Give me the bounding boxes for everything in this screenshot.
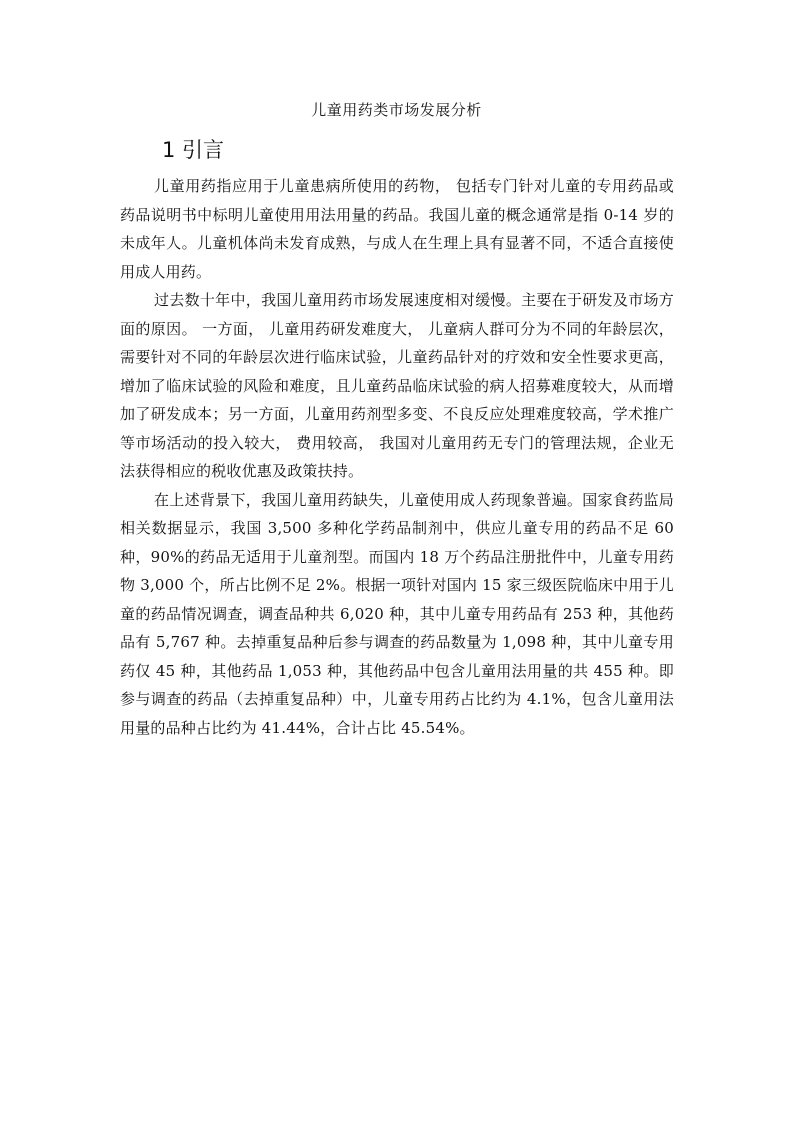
document-title: 儿童用药类市场发展分析 — [311, 101, 482, 119]
section-heading: 1 引言 — [162, 138, 225, 162]
paragraph-definition: 儿童用药指应用于儿童患病所使用的药物， 包括专门针对儿童的专用药品或药品说明书中标明儿童使用用法用量的药品。我国儿童的概念通常是指 0-14 岁的未成年人。儿童机体尚未发育成熟，与成人在生理上具有显著不同，不适合直接使用成人用药。 — [120, 177, 674, 281]
paragraph-current-situation: 在上述背景下，我国儿童用药缺失，儿童使用成人药现象普遍。国家食药监局相关数据显示，我国 3,500 多种化学药品制剂中，供应儿童专用的药品不足 60 种，90%的药品无适用于儿童剂型。而国内 18 万个药品注册批件中，儿童专用药物 3,000 个，所占比例不足 2%。根据一项针对国内 15 家三级医院临床中用于儿童的药品情况调查，调查品种共 6,020 种，其中儿童专用药品有 253 种，其他药品有 5,767 种。去掉重复品种后参与调查的药品数量为 1,098 种，其中儿童专用药仅 45 种，其他药品 1,053 种，其他药品中包含儿童用法用量的共 455 种。即参与调查的药品（去掉重复品种）中，儿童专用药占比约为 4.1%，包含儿童用法用量的品种占比约为 41.44%，合计占比 45.54%。 — [120, 490, 674, 737]
paragraph-market-history: 过去数十年中，我国儿童用药市场发展速度相对缓慢。主要在于研发及市场方面的原因。 一方面， 儿童用药研发难度大， 儿童病人群可分为不同的年龄层次，需要针对不同的年龄层次进行临床试验，儿童药品针对的疗效和安全性要求更高，增加了临床试验的风险和难度，且儿童药品临床试验的病人招募难度较大，从而增加了研发成本；另一方面，儿童用药剂型多变、不良反应处理难度较高，学术推广等市场活动的投入较大， 费用较高， 我国对儿童用药无专门的管理法规，企业无法获得相应的税收优惠及政策扶持。 — [120, 291, 674, 480]
document-body — [120, 172, 674, 742]
